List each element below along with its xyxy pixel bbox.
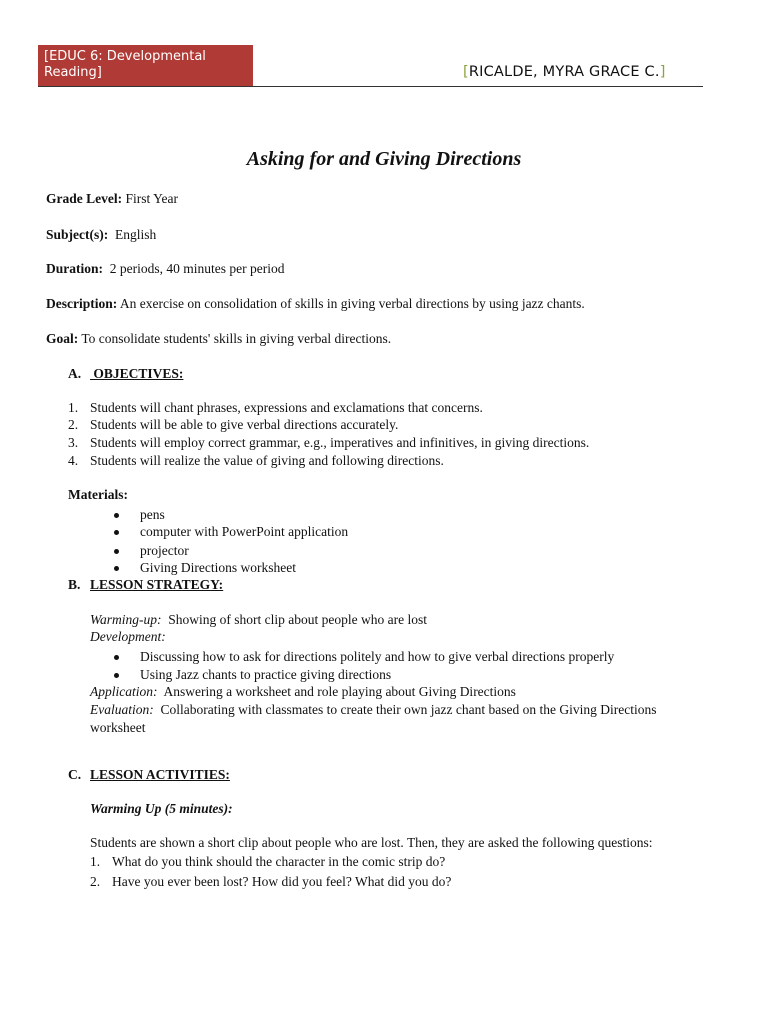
objective-item [68, 435, 589, 451]
goal-label: Goal: [46, 331, 79, 346]
description-label: Description: [46, 296, 118, 311]
evaluation-label: Evaluation: [90, 702, 154, 717]
objective-number: 4. [68, 453, 79, 468]
question-item [90, 874, 451, 890]
grade-label: Grade Level: [46, 191, 123, 206]
application [90, 684, 516, 700]
activities-intro: Students are shown a short clip about people who are lost. Then, they are asked the following questions: [90, 835, 653, 850]
objective-text: Students will realize the value of giving and following directions. [90, 453, 444, 468]
evaluation-continued: worksheet [90, 720, 146, 735]
goal-value: To consolidate students' skills in giving verbal directions. [78, 331, 392, 346]
question-number: 1. [90, 854, 101, 869]
subject-label: Subject(s): [46, 227, 109, 242]
objective-text: Students will employ correct grammar, e.g., imperatives and infinitives, in giving directions. [90, 435, 590, 450]
section-c-heading [68, 767, 230, 783]
warming-up-title: Warming Up (5 minutes): [90, 801, 233, 816]
bullet-icon [114, 549, 119, 554]
duration [46, 261, 284, 277]
development-item [114, 667, 391, 683]
application-label: Application: [90, 684, 158, 699]
subject [46, 227, 156, 243]
development-label: Development: [90, 629, 166, 644]
development-text: Using Jazz chants to practice giving directions [140, 667, 392, 682]
goal [46, 331, 391, 347]
warming-label: Warming-up: [90, 612, 162, 627]
course-title-box: [EDUC 6: Developmental Reading] [38, 45, 253, 87]
section-a-letter: A. [68, 366, 82, 381]
evaluation-text: Collaborating with classmates to create their own jazz chant based on the Giving Directions [153, 702, 657, 717]
material-text: pens [140, 507, 165, 522]
question-number: 2. [90, 874, 101, 889]
grade-level [46, 191, 178, 207]
development-item [114, 649, 614, 665]
objective-text: Students will be able to give verbal directions accurately. [90, 417, 399, 432]
bullet-icon [114, 655, 119, 660]
material-item [114, 560, 296, 576]
subject-value: English [108, 227, 157, 242]
bracket-close: ] [659, 64, 666, 80]
description [46, 296, 585, 312]
objective-item [68, 417, 398, 433]
bullet-icon [114, 513, 119, 518]
description-value: An exercise on consolidation of skills in giving verbal directions by using jazz chants. [117, 296, 585, 311]
section-b-title: LESSON STRATEGY: [90, 577, 224, 592]
material-text: projector [140, 543, 189, 558]
bullet-icon [114, 530, 119, 535]
section-b-letter: B. [68, 577, 81, 592]
grade-value: First Year [122, 191, 178, 206]
section-c-letter: C. [68, 767, 82, 782]
material-item [114, 507, 165, 523]
objective-item [68, 400, 483, 416]
header-rule [38, 86, 703, 87]
duration-value: 2 periods, 40 minutes per period [103, 261, 285, 276]
section-a-title: OBJECTIVES: [90, 366, 184, 381]
material-text: computer with PowerPoint application [140, 524, 349, 539]
bracket-open: [ [463, 64, 469, 80]
section-a-heading [68, 366, 183, 382]
section-c-title: LESSON ACTIVITIES: [90, 767, 230, 782]
objective-number: 3. [68, 435, 79, 450]
warming-text: Showing of short clip about people who are lost [161, 612, 427, 627]
question-text: Have you ever been lost? How did you feel? What did you do? [112, 874, 452, 889]
objective-item [68, 453, 444, 469]
objective-number: 1. [68, 400, 79, 415]
question-text: What do you think should the character in the comic strip do? [112, 854, 446, 869]
author-name [463, 64, 666, 80]
development-text: Discussing how to ask for directions politely and how to give verbal directions properly [140, 649, 615, 664]
material-text: Giving Directions worksheet [140, 560, 296, 575]
material-item [114, 543, 189, 559]
objective-text: Students will chant phrases, expressions and exclamations that concerns. [90, 400, 483, 415]
question-item [90, 854, 445, 870]
application-text: Answering a worksheet and role playing about Giving Directions [157, 684, 516, 699]
evaluation [90, 702, 656, 718]
section-b-heading [68, 577, 223, 593]
document-title: Asking for and Giving Directions [246, 148, 522, 170]
warming-up [90, 612, 427, 628]
duration-label: Duration: [46, 261, 103, 276]
material-item [114, 524, 348, 540]
materials-label: Materials: [68, 487, 128, 502]
objective-number: 2. [68, 417, 79, 432]
bullet-icon [114, 566, 119, 571]
author-name-text: RICALDE, MYRA GRACE C. [468, 64, 660, 80]
bullet-icon [114, 673, 119, 678]
